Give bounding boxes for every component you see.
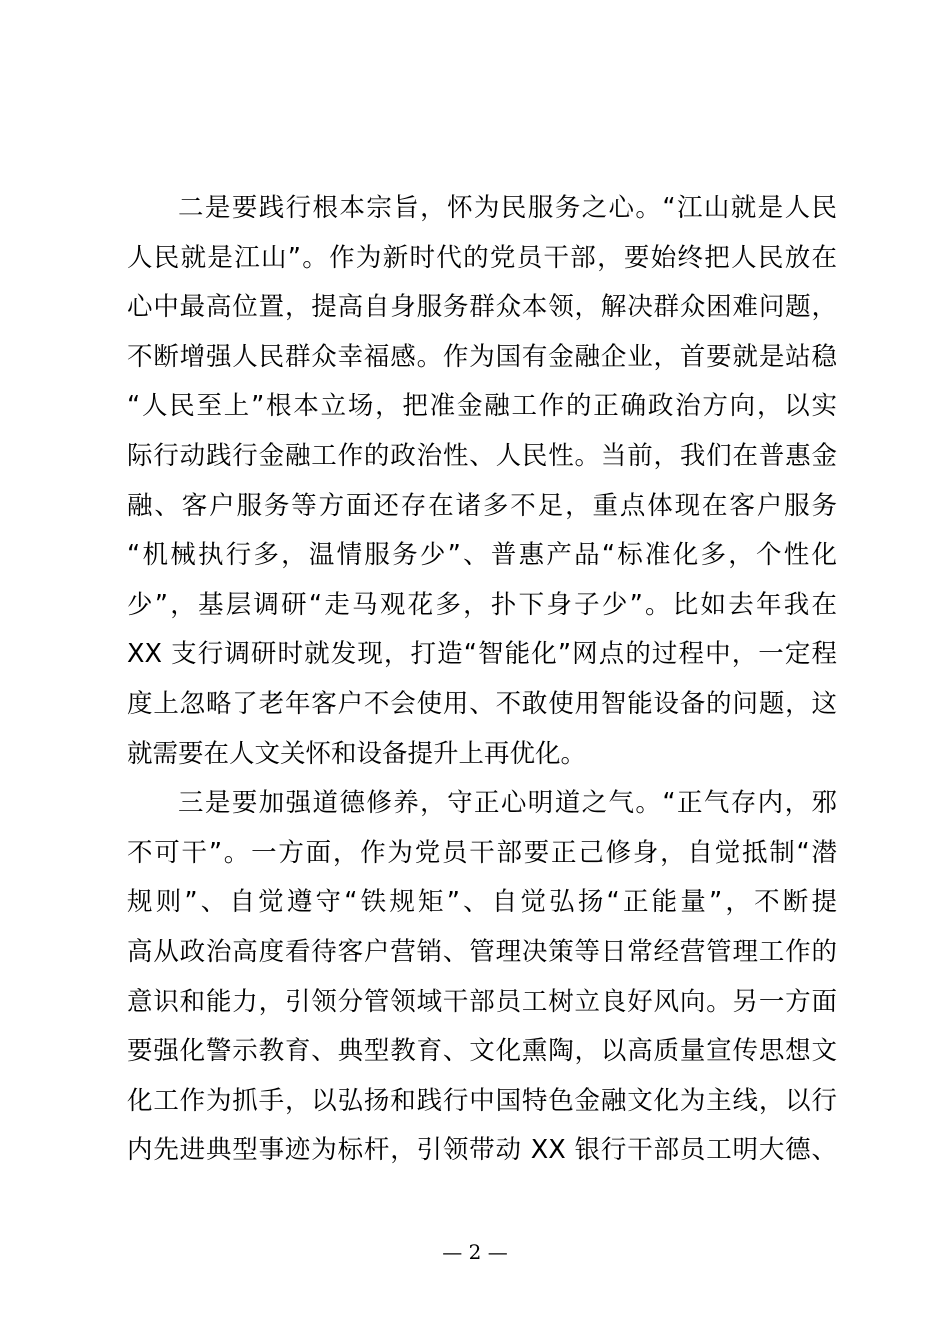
text-line: 规则”、自觉遵守“铁规矩”、自觉弘扬“正能量”，不断提	[127, 887, 837, 918]
text-line: 少”，基层调研“走马观花多，扑下身子少”。比如去年我在	[127, 589, 837, 620]
text-line: 高从政治高度看待客户营销、管理决策等日常经营管理工作的	[127, 936, 837, 967]
paragraph	[127, 184, 837, 779]
text-line: 度上忽略了老年客户不会使用、不敢使用智能设备的问题，这	[127, 688, 837, 719]
text-line: 内先进典型事迹为标杆，引领带动 XX 银行干部员工明大德、	[127, 1135, 837, 1166]
page-number: — 2 —	[442, 1240, 508, 1264]
text-line: 心中最高位置，提高自身服务群众本领，解决群众困难问题，	[127, 292, 837, 323]
document-body	[127, 184, 837, 1176]
text-line: 三是要加强道德修养，守正心明道之气。“正气存内，邪	[178, 788, 837, 819]
text-line: XX 支行调研时就发现，打造“智能化”网点的过程中，一定程	[127, 639, 837, 670]
text-line: 际行动践行金融工作的政治性、人民性。当前，我们在普惠金	[127, 440, 837, 471]
text-line: 就需要在人文关怀和设备提升上再优化。	[127, 738, 587, 769]
text-line: “人民至上”根本立场，把准金融工作的正确政治方向，以实	[127, 391, 837, 422]
text-line: 不断增强人民群众幸福感。作为国有金融企业，首要就是站稳	[127, 341, 837, 372]
text-line: 要强化警示教育、典型教育、文化熏陶，以高质量宣传思想文	[127, 1036, 837, 1067]
text-line: 二是要践行根本宗旨，怀为民服务之心。“江山就是人民	[178, 193, 837, 223]
text-line: 化工作为抓手，以弘扬和践行中国特色金融文化为主线，以行	[127, 1085, 837, 1116]
text-line: 意识和能力，引领分管领域干部员工树立良好风向。另一方面	[127, 986, 837, 1017]
text-line: 人民就是江山”。作为新时代的党员干部，要始终把人民放在	[127, 242, 837, 273]
text-line: 不可干”。一方面，作为党员干部要正己修身，自觉抵制“潜	[127, 837, 837, 868]
text-line: 融、客户服务等方面还存在诸多不足，重点体现在客户服务	[127, 490, 837, 521]
text-line: “机械执行多，温情服务少”、普惠产品“标准化多，个性化	[127, 540, 837, 571]
paragraph	[127, 779, 837, 1176]
